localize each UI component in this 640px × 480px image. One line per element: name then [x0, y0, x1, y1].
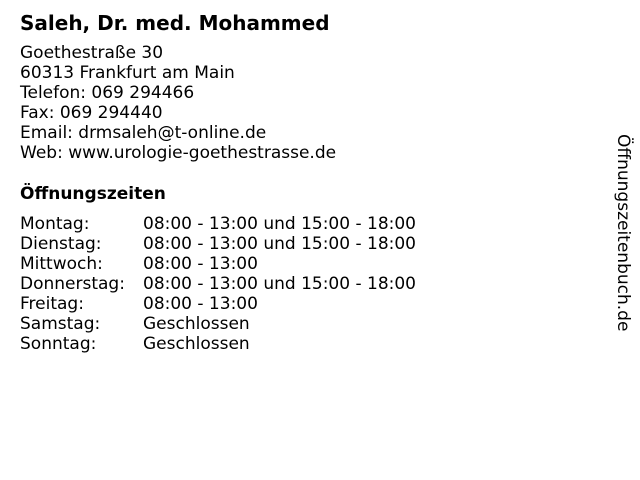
website-line: Web: www.urologie-goethestrasse.de	[20, 143, 337, 163]
hours-day-label: Mittwoch:	[20, 254, 103, 274]
opening-hours-heading: Öffnungszeiten	[20, 184, 166, 204]
site-brand-label: Öffnungszeitenbuch.de	[613, 134, 633, 332]
hours-day-label: Samstag:	[20, 314, 101, 334]
hours-time-value: 08:00 - 13:00 und 15:00 - 18:00	[143, 234, 416, 254]
phone-line: Telefon: 069 294466	[20, 83, 195, 103]
hours-time-value: 08:00 - 13:00 und 15:00 - 18:00	[143, 214, 416, 234]
hours-day-label: Montag:	[20, 214, 90, 234]
hours-day-label: Dienstag:	[20, 234, 102, 254]
fax-line: Fax: 069 294440	[20, 103, 163, 123]
hours-day-label: Sonntag:	[20, 334, 97, 354]
hours-time-value: Geschlossen	[143, 334, 250, 354]
hours-day-label: Freitag:	[20, 294, 84, 314]
contact-details	[20, 43, 336, 163]
hours-time-value: 08:00 - 13:00	[143, 294, 258, 314]
hours-time-value: 08:00 - 13:00 und 15:00 - 18:00	[143, 274, 416, 294]
site-brand-vertical	[612, 134, 636, 364]
hours-time-value: 08:00 - 13:00	[143, 254, 258, 274]
hours-time-value: Geschlossen	[143, 314, 250, 334]
hours-day-label: Donnerstag:	[20, 274, 125, 294]
address-street: Goethestraße 30	[20, 43, 164, 63]
email-line: Email: drmsaleh@t-online.de	[20, 123, 267, 143]
page-title: Saleh, Dr. med. Mohammed	[20, 11, 330, 35]
address-city: 60313 Frankfurt am Main	[20, 63, 235, 83]
